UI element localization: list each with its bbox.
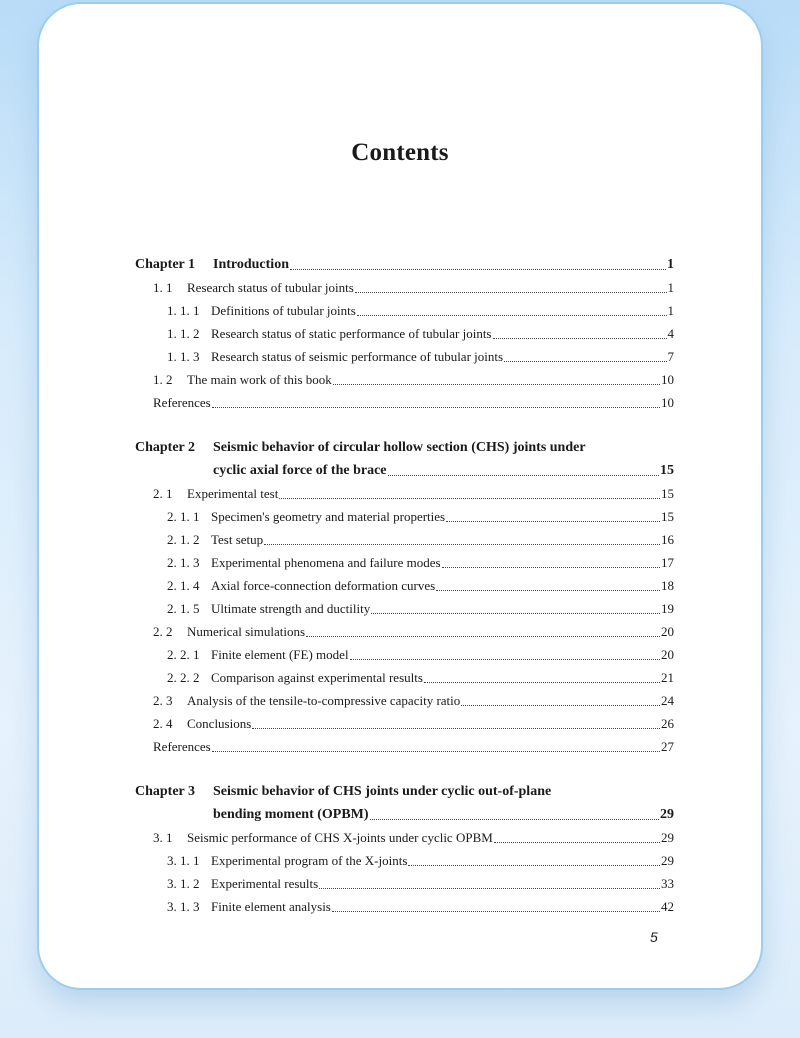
section-title: Research status of static performance of tubular joints	[211, 326, 492, 341]
section-number: 2. 3	[153, 693, 173, 708]
toc-references-2[interactable]	[153, 737, 674, 757]
toc-section-2-2-1[interactable]	[167, 645, 674, 665]
section-title: Conclusions	[187, 716, 252, 731]
page-ref: 16	[661, 532, 674, 547]
page-ref: 7	[667, 349, 674, 364]
dot-leader	[212, 751, 660, 752]
section-number: 2. 1. 2	[167, 532, 200, 547]
dot-leader	[290, 269, 666, 270]
section-title: The main work of this book	[187, 372, 332, 387]
page-ref: 15	[661, 509, 674, 524]
references-title: References	[153, 739, 211, 754]
page-ref: 21	[661, 670, 674, 685]
dot-leader	[504, 361, 666, 362]
toc-section-2-1-5[interactable]	[167, 599, 674, 619]
section-title: Definitions of tubular joints	[211, 303, 356, 318]
section-title: Analysis of the tensile-to-compressive capacity ratio	[187, 693, 461, 708]
toc-chapter-2-heading[interactable]	[135, 438, 586, 458]
dot-leader	[494, 842, 660, 843]
references-title: References	[153, 395, 211, 410]
toc-chapter-3[interactable]	[213, 805, 674, 825]
page-ref: 27	[661, 739, 674, 754]
section-number: 1. 1. 1	[167, 303, 200, 318]
page-ref: 20	[661, 647, 674, 662]
section-number: 2. 2. 2	[167, 670, 200, 685]
section-number: 2. 2. 1	[167, 647, 200, 662]
section-title: Seismic performance of CHS X-joints under cyclic OPBM	[187, 830, 493, 845]
section-title: Experimental test	[187, 486, 279, 501]
page-ref: 10	[661, 372, 674, 387]
toc-section-2-1-1[interactable]	[167, 507, 674, 527]
toc-section-1-1-3[interactable]	[167, 347, 674, 367]
toc-chapter-3-heading[interactable]	[135, 782, 551, 802]
page-ref: 18	[661, 578, 674, 593]
page-ref: 4	[667, 326, 674, 341]
dot-leader	[446, 521, 660, 522]
section-number: 1. 1. 3	[167, 349, 200, 364]
page-title: Contents	[351, 139, 449, 166]
toc-section-3-1[interactable]	[153, 828, 674, 848]
section-number: 2. 1. 4	[167, 578, 200, 593]
chapter-number: Chapter 2	[135, 440, 196, 455]
section-title: Ultimate strength and ductility	[211, 601, 371, 616]
page-ref: 33	[661, 876, 674, 891]
section-title: Numerical simulations	[187, 624, 306, 639]
dot-leader	[370, 819, 659, 820]
section-title: Axial force-connection deformation curves	[211, 578, 436, 593]
section-number: 2. 1. 5	[167, 601, 200, 616]
toc-section-2-1[interactable]	[153, 484, 674, 504]
chapter-number: Chapter 3	[135, 784, 196, 799]
toc-section-2-3[interactable]	[153, 691, 674, 711]
section-title: Test setup	[211, 532, 264, 547]
page-number: 5	[650, 929, 658, 945]
toc-section-2-1-2[interactable]	[167, 530, 674, 550]
toc-section-2-1-4[interactable]	[167, 576, 674, 596]
toc-chapter-2[interactable]	[213, 461, 674, 481]
section-title: Research status of tubular joints	[187, 280, 354, 295]
dot-leader	[408, 865, 660, 866]
section-title: Comparison against experimental results	[211, 670, 423, 685]
page-ref: 24	[661, 693, 674, 708]
page-ref: 15	[660, 463, 674, 478]
dot-leader	[319, 888, 660, 889]
page-ref: 1	[667, 257, 674, 272]
toc-section-3-1-3[interactable]	[167, 897, 674, 917]
chapter-title-line2: bending moment (OPBM)	[213, 807, 369, 822]
section-number: 1. 1	[153, 280, 173, 295]
page-ref: 29	[660, 807, 674, 822]
section-title: Experimental phenomena and failure modes	[211, 555, 441, 570]
toc-section-2-4[interactable]	[153, 714, 674, 734]
section-number: 2. 4	[153, 716, 173, 731]
section-title: Experimental program of the X-joints	[211, 853, 408, 868]
toc-section-2-2[interactable]	[153, 622, 674, 642]
section-title: Experimental results	[211, 876, 319, 891]
section-number: 1. 1. 2	[167, 326, 200, 341]
chapter-title-line1: Seismic behavior of circular hollow section (CHS) joints under	[213, 440, 586, 455]
dot-leader	[424, 682, 660, 683]
section-title: Finite element analysis	[211, 899, 331, 914]
page-ref: 29	[661, 830, 674, 845]
dot-leader	[371, 613, 660, 614]
dot-leader	[264, 544, 660, 545]
toc-section-1-1-1[interactable]	[167, 301, 674, 321]
page-ref: 17	[661, 555, 674, 570]
dot-leader	[355, 292, 667, 293]
dot-leader	[252, 728, 660, 729]
section-title: Research status of seismic performance of tubular joints	[211, 349, 504, 364]
section-title: Finite element (FE) model	[211, 647, 349, 662]
dot-leader	[333, 384, 660, 385]
dot-leader	[279, 498, 660, 499]
dot-leader	[493, 338, 667, 339]
dot-leader	[461, 705, 660, 706]
page-ref: 29	[661, 853, 674, 868]
section-number: 3. 1	[153, 830, 173, 845]
dot-leader	[332, 911, 660, 912]
page-ref: 42	[661, 899, 674, 914]
dot-leader	[357, 315, 667, 316]
page-ref: 1	[667, 303, 674, 318]
toc-references-1[interactable]	[153, 393, 674, 413]
dot-leader	[212, 407, 660, 408]
toc-section-1-2[interactable]	[153, 370, 674, 390]
page-ref: 26	[661, 716, 674, 731]
dot-leader	[306, 636, 660, 637]
toc-section-1-1[interactable]	[153, 278, 674, 298]
chapter-title-line2: cyclic axial force of the brace	[213, 463, 387, 478]
dot-leader	[442, 567, 660, 568]
page-ref: 1	[667, 280, 674, 295]
toc-section-3-1-1[interactable]	[167, 851, 674, 871]
section-number: 3. 1. 3	[167, 899, 200, 914]
toc-section-1-1-2[interactable]	[167, 324, 674, 344]
section-number: 2. 1. 3	[167, 555, 200, 570]
chapter-title: Introduction	[213, 257, 289, 272]
page-ref: 20	[661, 624, 674, 639]
toc-section-2-2-2[interactable]	[167, 668, 674, 688]
page-ref: 19	[661, 601, 674, 616]
toc-section-2-1-3[interactable]	[167, 553, 674, 573]
toc-section-3-1-2[interactable]	[167, 874, 674, 894]
dot-leader	[388, 475, 659, 476]
dot-leader	[350, 659, 660, 660]
section-number: 2. 1	[153, 486, 173, 501]
chapter-title-line1: Seismic behavior of CHS joints under cyclic out-of-plane	[213, 784, 552, 799]
section-number: 2. 1. 1	[167, 509, 200, 524]
page-ref: 10	[661, 395, 674, 410]
page-ref: 15	[661, 486, 674, 501]
section-number: 3. 1. 1	[167, 853, 200, 868]
section-number: 3. 1. 2	[167, 876, 200, 891]
toc-chapter-1[interactable]	[135, 255, 674, 275]
chapter-number: Chapter 1	[135, 257, 196, 272]
section-number: 1. 2	[153, 372, 173, 387]
dot-leader	[436, 590, 660, 591]
section-number: 2. 2	[153, 624, 173, 639]
section-title: Specimen's geometry and material properties	[211, 509, 446, 524]
